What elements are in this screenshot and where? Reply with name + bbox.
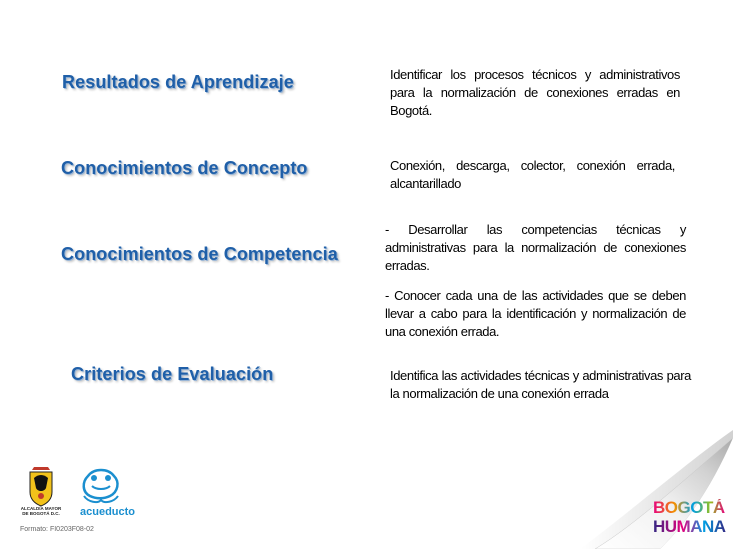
- heading-resultados-aprendizaje: Resultados de Aprendizaje: [62, 72, 294, 92]
- heading-conocimientos-concepto: Conocimientos de Concepto: [61, 158, 308, 178]
- alcaldia-caption-line: ALCALDÍA MAYOR: [20, 506, 62, 511]
- body-conocimientos-competencia: [385, 221, 686, 341]
- paragraph-spacer: [385, 275, 686, 287]
- body-conocimientos-concepto: [390, 157, 675, 193]
- paragraph: Identifica las actividades técnicas y administrativas para la normalización de una conexión errada: [390, 368, 691, 401]
- body-resultados-aprendizaje: [390, 66, 680, 120]
- paragraph: Identificar los procesos técnicos y administrativos para la normalización de conexiones erradas en Bogotá.: [390, 67, 680, 118]
- paragraph: - Conocer cada una de las actividades que se deben llevar a cabo para la identificación y normalización de una conexión errada.: [385, 288, 686, 339]
- acueducto-label: acueducto: [80, 506, 136, 518]
- paragraph: - Desarrollar las competencias técnicas y administrativas para la normalización de conexiones erradas.: [385, 222, 686, 273]
- bogota-humana-logo: [650, 496, 728, 544]
- format-code: Formato: FI0203F08-02: [20, 526, 94, 533]
- bogota-logo-line-1: BOGOTÁ: [653, 498, 725, 517]
- heading-criterios-evaluacion: Criterios de Evaluación: [71, 364, 274, 384]
- alcaldia-caption: [16, 506, 66, 516]
- heading-conocimientos-competencia: Conocimientos de Competencia: [61, 244, 338, 264]
- body-criterios-evaluacion: [390, 367, 691, 403]
- paragraph: Conexión, descarga, colector, conexión errada, alcantarillado: [390, 158, 675, 191]
- acueducto-frog-icon: [84, 470, 118, 502]
- bogota-logo-line-2: HUMANA: [653, 517, 726, 536]
- bogota-shield-icon: [30, 467, 52, 506]
- alcaldia-caption-line: DE BOGOTÁ D.C.: [22, 511, 60, 516]
